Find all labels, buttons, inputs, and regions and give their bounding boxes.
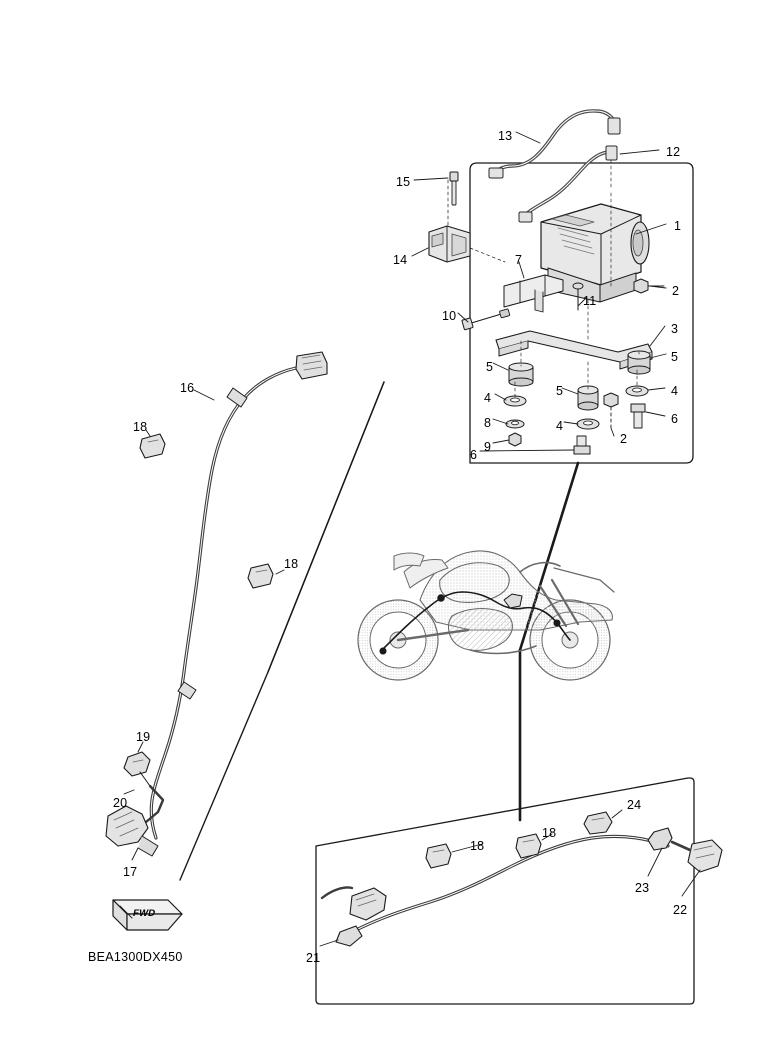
callout-6-right: 6: [671, 412, 679, 426]
callout-16: 16: [180, 381, 195, 395]
bolt-6-right: [631, 404, 645, 428]
callout-10: 10: [442, 309, 457, 323]
callout-5-right: 5: [671, 350, 679, 364]
nut-2-lower: [604, 393, 618, 428]
callout-22: 22: [673, 903, 688, 917]
callout-11: 11: [583, 294, 597, 308]
callout-19: 19: [136, 730, 151, 744]
callout-2-lower: 2: [620, 432, 628, 446]
callout-5-center: 5: [556, 384, 564, 398]
callout-18-bottom-left: 18: [470, 839, 485, 853]
bolt-6-center: [574, 436, 590, 454]
washer-8: [506, 420, 524, 428]
motorcycle-illustration: [358, 551, 614, 680]
fwd-arrow-label: FWD: [131, 908, 157, 919]
callout-2-upper: 2: [672, 284, 680, 298]
callout-1: 1: [674, 219, 682, 233]
washer-4-left: [504, 396, 526, 406]
callout-4-center: 4: [556, 419, 564, 433]
brake-pipe-13: [489, 111, 620, 178]
bracket-7: [504, 275, 563, 312]
nut-9: [509, 433, 521, 446]
callout-4-right: 4: [671, 384, 679, 398]
part-code-label: BEA1300DX450: [88, 950, 183, 964]
callout-18-mid-left: 18: [284, 557, 299, 571]
callout-14: 14: [393, 253, 408, 267]
callout-20: 20: [113, 796, 128, 810]
washer-4-right: [626, 386, 648, 396]
callout-13: 13: [498, 129, 513, 143]
grommet-5-center: [578, 386, 598, 410]
nut-2-upper: [634, 279, 664, 293]
bracket-14: [429, 180, 505, 272]
grommet-5-right: [628, 351, 650, 374]
callout-18-upper-left: 18: [133, 420, 148, 434]
callout-17: 17: [123, 865, 138, 879]
callout-7: 7: [515, 253, 523, 267]
callout-4-left: 4: [484, 391, 492, 405]
callout-8: 8: [484, 416, 492, 430]
bolt-15: [450, 172, 458, 205]
bolt-10: [462, 309, 510, 330]
callout-23: 23: [635, 881, 650, 895]
rear-wheel-sensor-cable: [322, 812, 722, 946]
callout-6-center: 6: [470, 448, 478, 462]
callout-3: 3: [671, 322, 679, 336]
washer-4-center: [577, 419, 599, 429]
callout-12: 12: [666, 145, 681, 159]
callout-18-bottom-right: 18: [542, 826, 557, 840]
grommet-5-left: [509, 363, 533, 386]
callout-21: 21: [306, 951, 321, 965]
callout-15: 15: [396, 175, 411, 189]
callout-5-left: 5: [486, 360, 494, 374]
callout-9: 9: [484, 440, 492, 454]
callout-24: 24: [627, 798, 642, 812]
